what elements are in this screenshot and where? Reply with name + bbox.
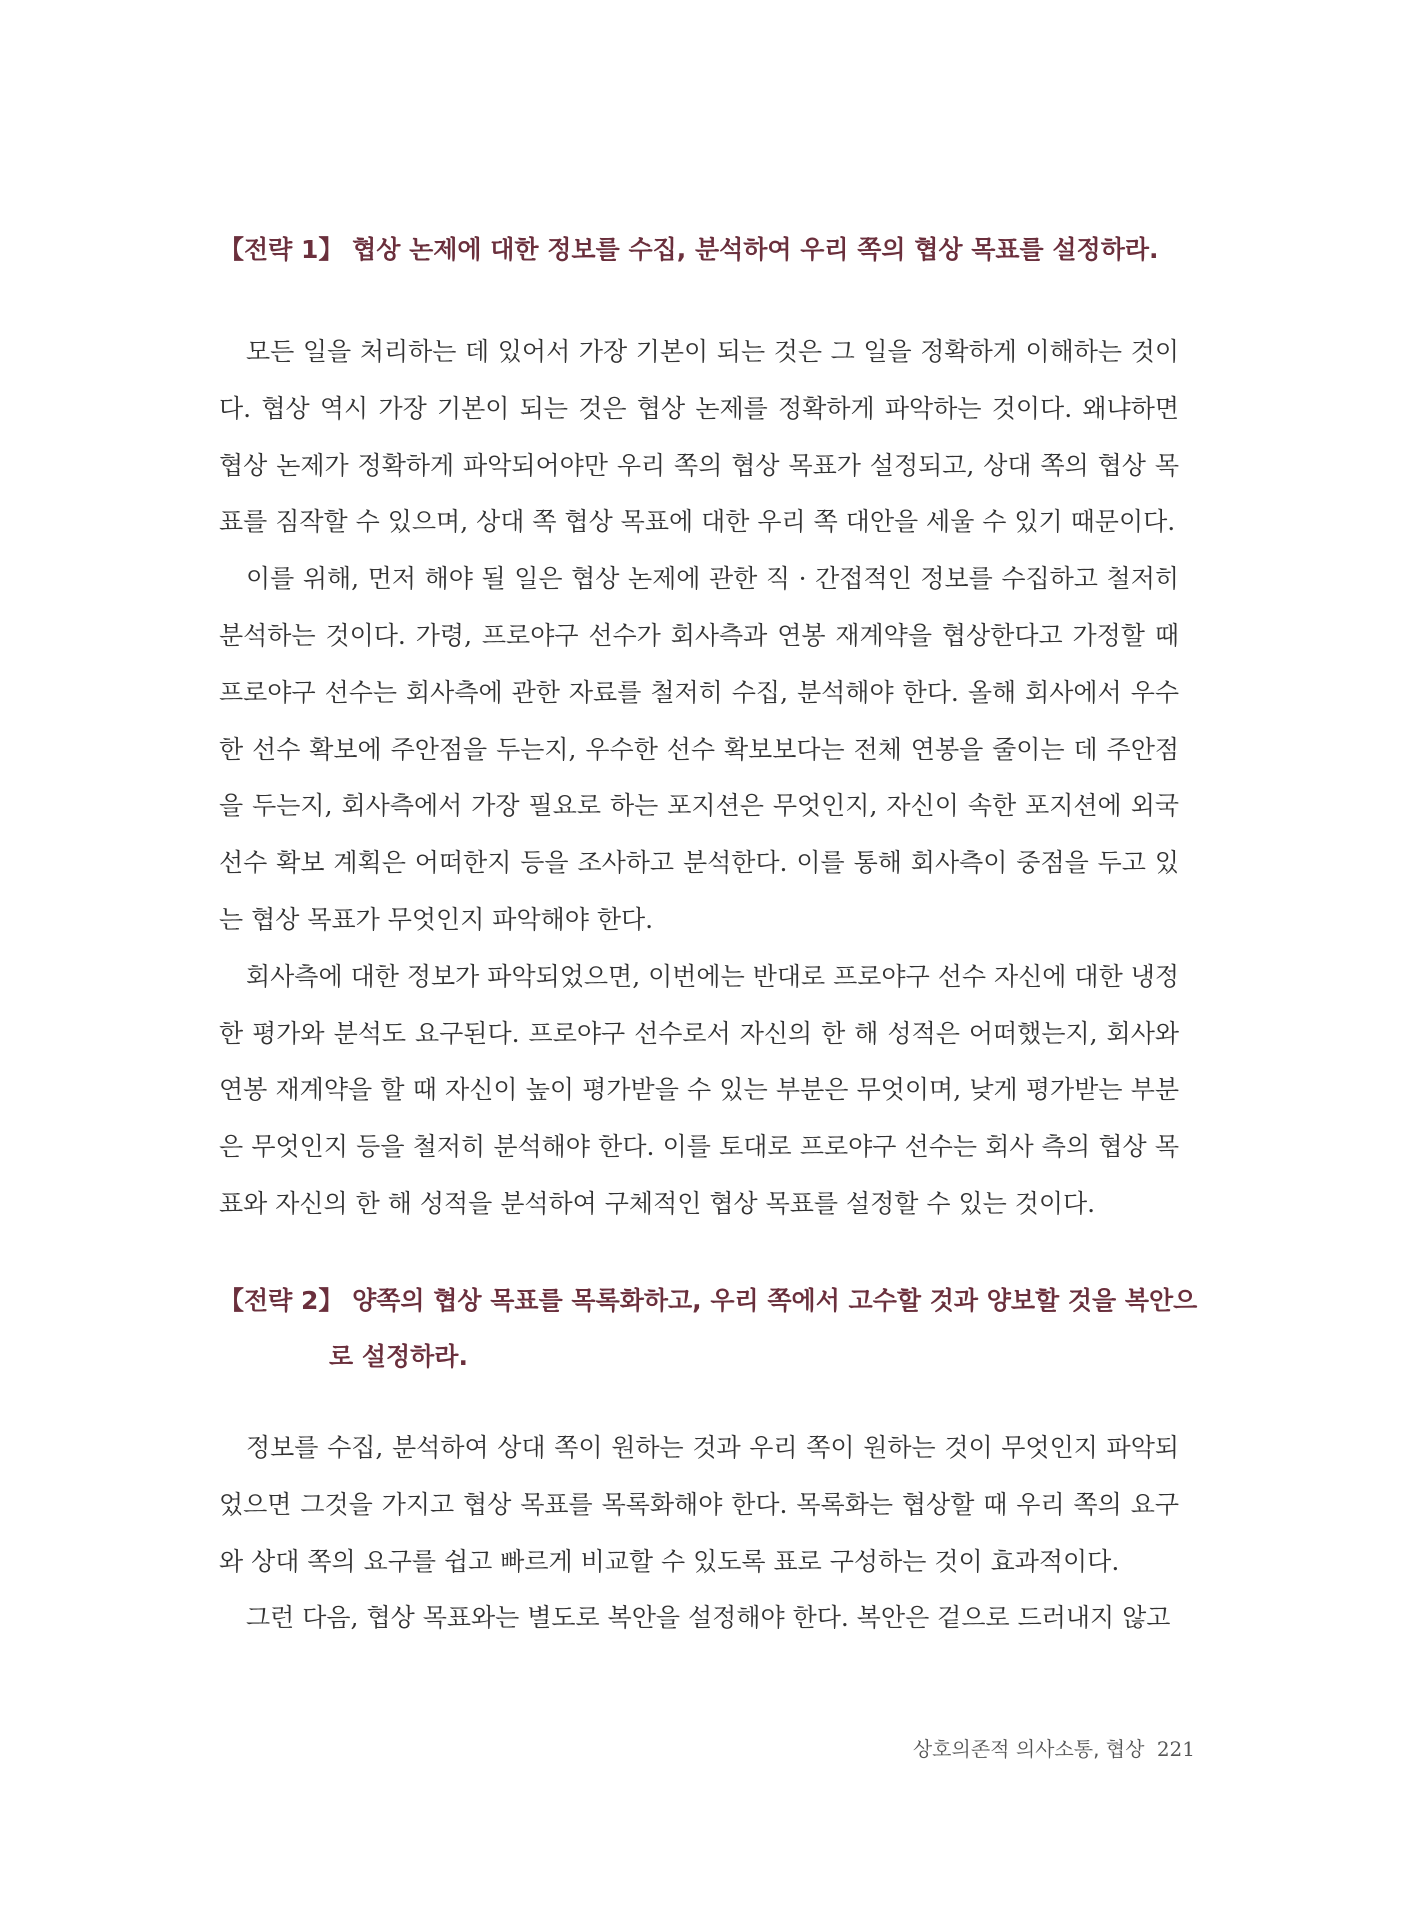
- section1-paragraph-1: 모든 일을 처리하는 데 있어서 가장 기본이 되는 것은 그 일을 정확하게 이해하는 것이다. 협상 역시 가장 기본이 되는 것은 협상 논제를 정확하게 파악하는 것이다. 왜냐하면 협상 논제가 정확하게 파악되어야만 우리 쪽의 협상 목표가 설정되고, 상대 쪽의 협상 목표를 짐작할 수 있으며, 상대 쪽 협상 목표에 대한 우리 쪽 대안을 세울 수 있기 때문이다.: [219, 337, 1179, 537]
- section2-paragraph-1: 정보를 수집, 분석하여 상대 쪽이 원하는 것과 우리 쪽이 원하는 것이 무엇인지 파악되었으면 그것을 가지고 협상 목표를 목록화해야 한다. 목록화는 협상할 때 우리 쪽의 요구와 상대 쪽의 요구를 쉽고 빠르게 비교할 수 있도록 표로 구성하는 것이 효과적이다.: [219, 1433, 1179, 1576]
- section1-tag: 【전략 1】: [219, 235, 344, 264]
- section2-body: [219, 1420, 1179, 1647]
- page-footer: [913, 1733, 1195, 1762]
- section2-paragraph-2: 그런 다음, 협상 목표와는 별도로 복안을 설정해야 한다. 복안은 겉으로 드러내지 않고: [246, 1603, 1171, 1633]
- section1-body: [219, 324, 1179, 1233]
- page-number: 221: [1156, 1737, 1195, 1761]
- section1-paragraph-3: 회사측에 대한 정보가 파악되었으면, 이번에는 반대로 프로야구 선수 자신에 대한 냉정한 평가와 분석도 요구된다. 프로야구 선수로서 자신의 한 해 성적은 어떠했는지, 회사와 연봉 재계약을 할 때 자신이 높이 평가받을 수 있는 부분은 무엇이며, 낮게 평가받는 부분은 무엇인지 등을 철저히 분석해야 한다. 이를 토대로 프로야구 선수는 회사 측의 협상 목표와 자신의 한 해 성적을 분석하여 구체적인 협상 목표를 설정할 수 있는 것이다.: [219, 961, 1179, 1218]
- running-title: 상호의존적 의사소통, 협상: [912, 1737, 1145, 1761]
- section2-tag: 【전략 2】: [219, 1286, 344, 1315]
- section1-paragraph-2: 이를 위해, 먼저 해야 될 일은 협상 논제에 관한 직 · 간접적인 정보를 수집하고 철저히 분석하는 것이다. 가령, 프로야구 선수가 회사측과 연봉 재계약을 협상한다고 가정할 때 프로야구 선수는 회사측에 관한 자료를 철저히 수집, 분석해야 한다. 올해 회사에서 우수한 선수 확보에 주안점을 두는지, 우수한 선수 확보보다는 전체 연봉을 줄이는 데 주안점을 두는지, 회사측에서 가장 필요로 하는 포지션은 무엇인지, 자신이 속한 포지션에 외국 선수 확보 계획은 어떠한지 등을 조사하고 분석한다. 이를 통해 회사측이 중점을 두고 있는 협상 목표가 무엇인지 파악해야 한다.: [219, 564, 1179, 934]
- section1-title: 협상 논제에 대한 정보를 수집, 분석하여 우리 쪽의 협상 목표를 설정하라.: [352, 235, 1159, 264]
- section2-title-line1: 양쪽의 협상 목표를 목록화하고, 우리 쪽에서 고수할 것과 양보할 것을 복안으: [352, 1286, 1198, 1315]
- section1-heading: [219, 222, 1179, 278]
- section2-heading: [219, 1273, 1198, 1385]
- section2-title-line2: 로 설정하라.: [329, 1342, 468, 1371]
